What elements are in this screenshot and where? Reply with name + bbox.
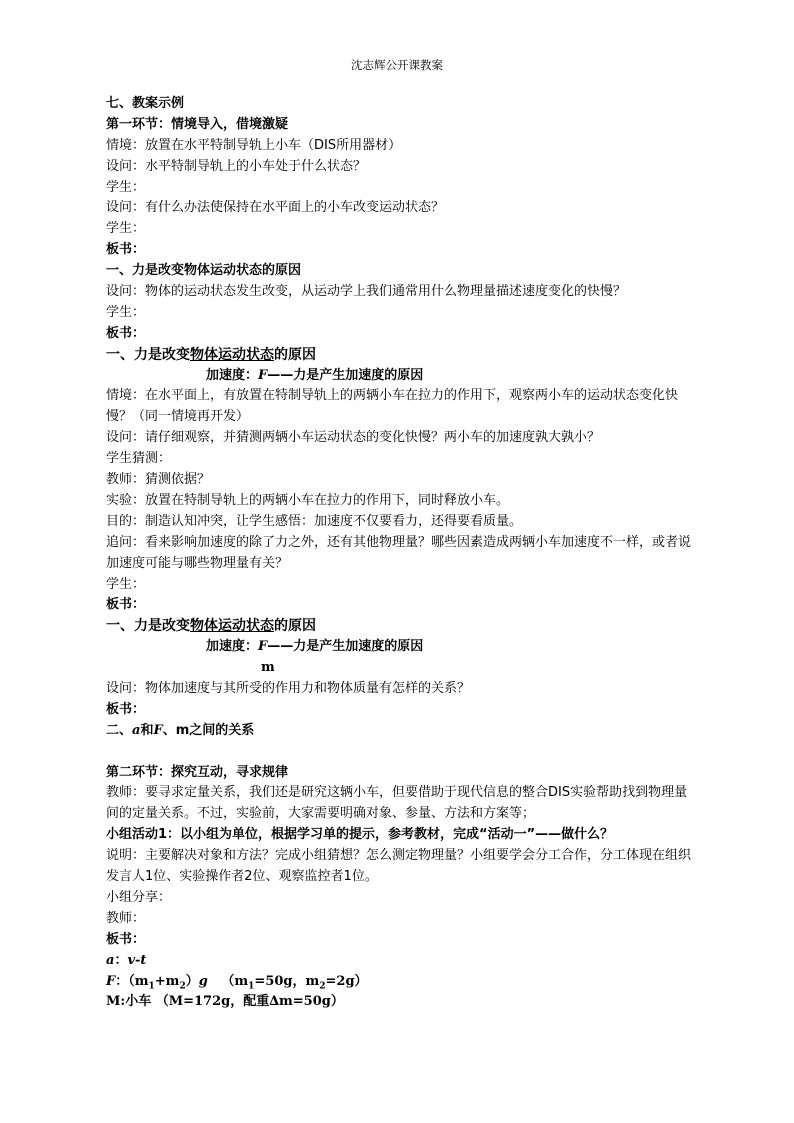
text-line: 教师：要寻求定量关系，我们还是研究这辆小车，但要借助于现代信息的整合DIS实验帮助找到物理量间的定量关系。不过，实验前，大家需要明确对象、参量、方法和方案等； [106,785,688,822]
lesson-content [106,94,696,1013]
acceleration-line-2: 加速度：F——力是产生加速度的原因 [206,639,424,655]
text-line: 板书： [106,597,146,613]
text-line: 设问：水平特制导轨上的小车处于什么状态？ [106,158,367,174]
relationship-heading: 二、a和F、m之间的关系 [106,722,255,738]
text-line: 板书： [106,701,146,717]
text-line: 学生： [106,221,146,237]
section-question [106,679,696,721]
text-line: 设问：物体的运动状态发生改变，从运动学上我们通常用什么物理量描述速度变化的快慢？ [106,284,627,300]
page-header: 沈志辉公开课教案 [351,58,443,72]
section-situation [106,386,696,616]
text-line: 小组分享： [106,889,172,905]
formula-m: M:小车 （M=172g，配重∆m=50g） [106,994,344,1010]
text-line: 教师：猜测依据？ [106,472,211,488]
text-line: 设问：物体加速度与其所受的作用力和物体质量有怎样的关系？ [106,681,471,696]
section-intro [106,94,696,345]
text-line: 实验：放置在特制导轨上的两辆小车在拉力的作用下，同时释放小车。 [106,492,510,508]
text-line: 设问：有什么办法使保持在水平面上的小车改变运动状态？ [106,200,445,216]
text-line: 教师： [106,910,146,926]
formula-f: F：$(m_1+m_2)g$ （$m_1=50g$，$m_2=2g$） [106,973,368,992]
text-line: 情境：放置在水平特制导轨上小车（DIS所用器材） [106,137,402,153]
text-line: 学生： [106,304,146,320]
mass-symbol: m [261,660,275,676]
text-line: 追问：看来影响加速度的除了力之外，还有其他物理量？哪些因素造成两辆小车加速度不一样，或者说加速度可能与哪些物理量有关？ [106,534,692,571]
text-line: 说明：主要解决对象和方法？完成小组猜想？怎么测定物理量？小组要学会分工合作，分工体现在组织发言人1位、实验操作者2位、观察监控者1位。 [106,848,692,885]
formula-a: a：v-t [106,952,147,968]
blackboard-heading-2: 一、力是改变物体运动状态的原因 [106,618,316,635]
text-line: 第二环节：探究互动，寻求规律 [106,764,289,780]
text-line: 学生： [106,179,146,195]
text-line: 目的：制造认知冲突，让学生感悟：加速度不仅要看力，还得要看质量。 [106,513,523,529]
text-line: 板书： [106,242,146,258]
text-line: 学生： [106,576,146,592]
text-line: 小组活动1：以小组为单位，根据学习单的提示，参考教材，完成“活动一”——做什么？ [106,827,614,843]
text-line: 学生猜测： [106,451,172,467]
text-line: 第一环节：情境导入，借境激疑 [106,116,289,132]
blank-line [106,742,696,763]
text-line: 板书： [106,325,146,341]
text-line: 七、教案示例 [106,96,185,111]
section-exploration [106,763,696,951]
acceleration-line: 加速度：F——力是产生加速度的原因 [206,367,424,383]
text-line: 一、力是改变物体运动状态的原因 [106,263,302,279]
text-line: 板书： [106,931,146,947]
blackboard-heading-1: 一、力是改变物体运动状态的原因 [106,346,316,363]
text-line: 情境：在水平面上，有放置在特制导轨上的两辆小车在拉力的作用下，观察两小车的运动状态变化快慢？（同一情境再开发） [106,388,679,425]
text-line: 设问：请仔细观察，并猜测两辆小车运动状态的变化快慢？两小车的加速度孰大孰小？ [106,430,601,446]
